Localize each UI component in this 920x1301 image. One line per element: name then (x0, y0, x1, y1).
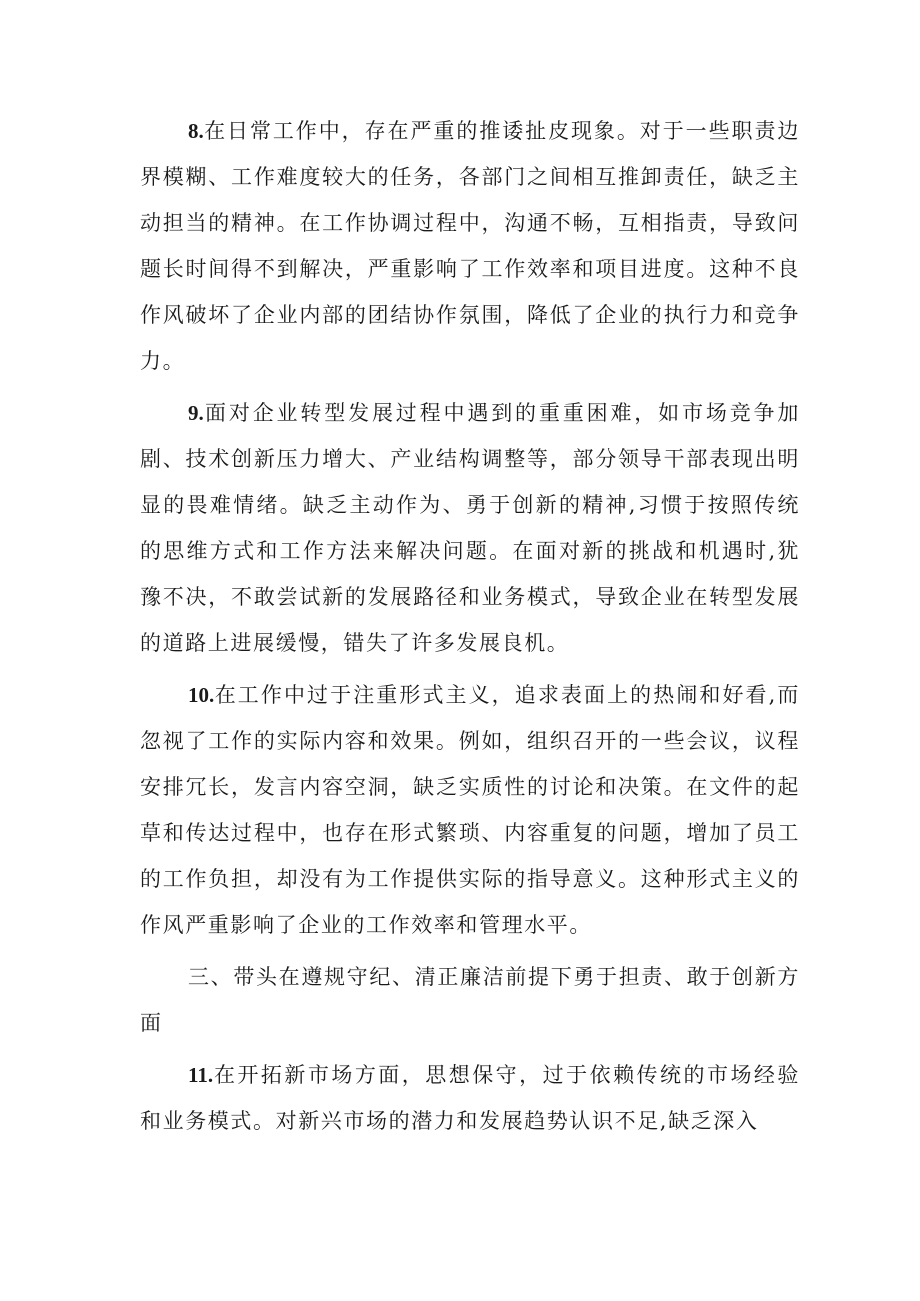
paragraph-number: 10 (188, 683, 209, 707)
paragraph-number: 11 (188, 1063, 208, 1087)
section-heading: 三、带头在遵规守纪、清正廉洁前提下勇于担责、敢于创新方面 (140, 965, 800, 1035)
paragraph-number: 9 (188, 401, 199, 425)
paragraph-separator: . (207, 1063, 214, 1087)
paragraph-number: 8 (188, 119, 199, 143)
paragraph-11 (140, 1052, 800, 1144)
paragraph-text: 面对企业转型发展过程中遇到的重重困难，如市场竞争加剧、技术创新压力增大、产业结构调整等，部分领导干部表现出明显的畏难情绪。缺乏主动作为、勇于创新的精神,习惯于按照传统的思维方式和工作方法来解决问题。在面对新的挑战和机遇时,犹豫不决，不敢尝试新的发展路径和业务模式，导致企业在转型发展的道路上进展缓慢，错失了许多发展良机。 (140, 401, 800, 655)
paragraph-separator: . (209, 683, 215, 707)
paragraph-text: 在工作中过于注重形式主义，追求表面上的热闹和好看,而忽视了工作的实际内容和效果。例如，组织召开的一些会议，议程安排冗长，发言内容空洞，缺乏实质性的讨论和决策。在文件的起草和传达过程中，也存在形式繁琐、内容重复的问题，增加了员工的工作负担，却没有为工作提供实际的指导意义。这种形式主义的作风严重影响了企业的工作效率和管理水平。 (140, 683, 800, 937)
paragraph-text: 在日常工作中，存在严重的推诿扯皮现象。对于一些职责边界模糊、工作难度较大的任务，各部门之间相互推卸责任，缺乏主动担当的精神。在工作协调过程中，沟通不畅，互相指责，导致问题长时间得不到解决，严重影响了工作效率和项目进度。这种不良作风破坏了企业内部的团结协作氛围，降低了企业的执行力和竞争力。 (140, 119, 800, 373)
document-body (140, 108, 800, 1150)
paragraph-separator: . (198, 401, 204, 425)
paragraph-10 (140, 672, 800, 948)
paragraph-8 (140, 108, 800, 384)
paragraph-separator: . (198, 119, 204, 143)
paragraph-9 (140, 390, 800, 666)
paragraph-text: 在开拓新市场方面，思想保守，过于依赖传统的市场经验和业务模式。对新兴市场的潜力和发展趋势认识不足,缺乏深入 (140, 1063, 800, 1133)
